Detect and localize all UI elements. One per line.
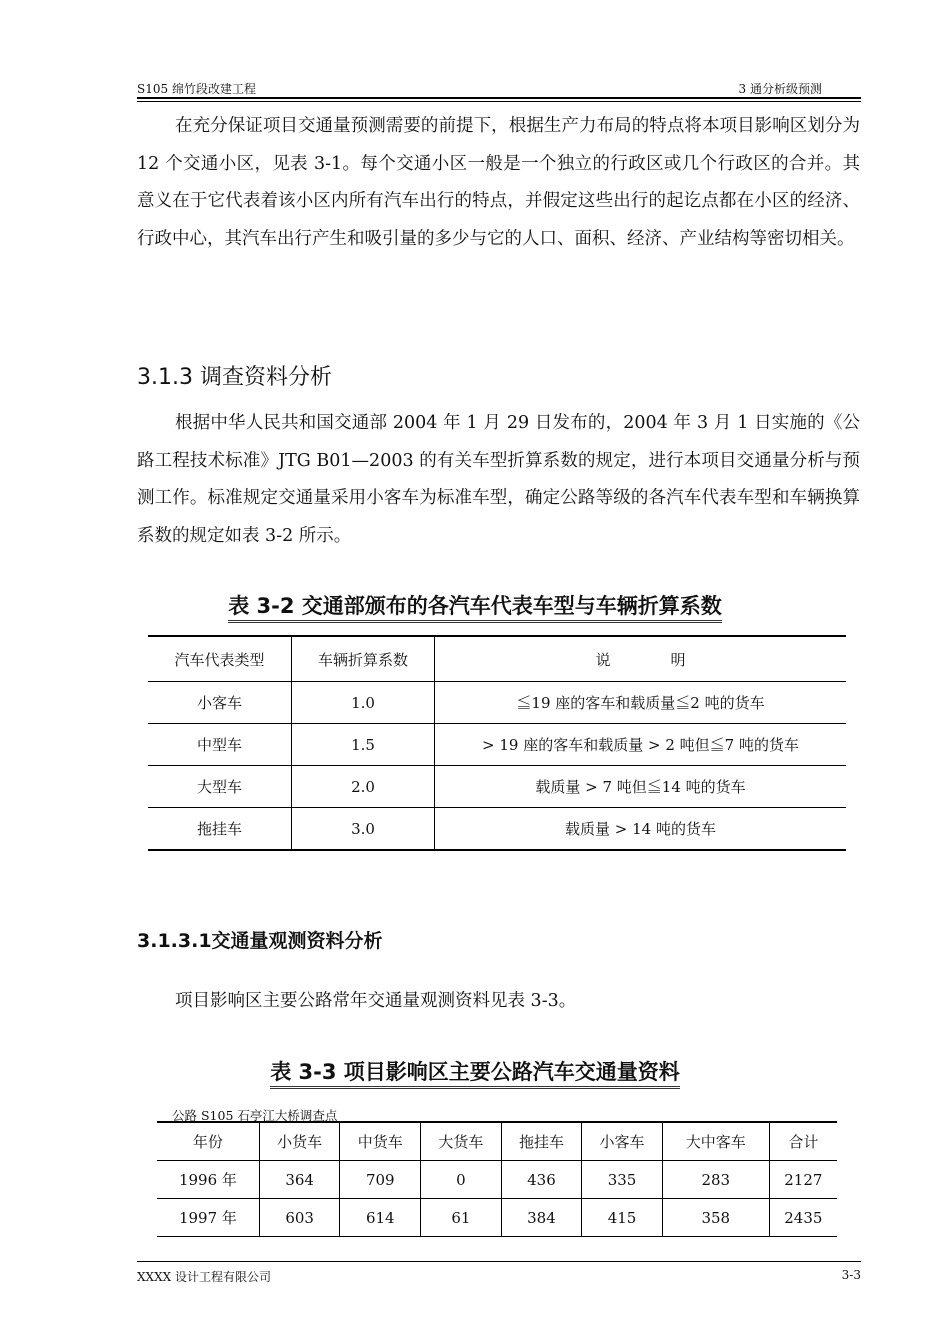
table-cell: 2435	[769, 1199, 837, 1237]
table-cell: 大型车	[148, 766, 292, 808]
table-cell: 415	[582, 1199, 663, 1237]
table-cell: 709	[340, 1161, 421, 1199]
table-3-2-caption-text: 表 3-2 交通部颁布的各汽车代表车型与车辆折算系数	[228, 594, 722, 623]
header-project-title: S105 绵竹段改建工程	[137, 82, 256, 96]
header-rule-thin	[137, 101, 861, 102]
table-header-cell: 合计	[769, 1122, 837, 1161]
table-cell: > 19 座的客车和载质量 > 2 吨但≦7 吨的货车	[435, 724, 847, 766]
table-cell: 283	[662, 1161, 769, 1199]
table-cell: 载质量 > 7 吨但≦14 吨的货车	[435, 766, 847, 808]
table-row	[157, 1199, 837, 1237]
table-header-cell: 汽车代表类型	[148, 636, 292, 682]
table-cell: 358	[662, 1199, 769, 1237]
paragraph-observation: 项目影响区主要公路常年交通量观测资料见表 3-3。	[175, 991, 577, 1011]
table-row	[148, 724, 846, 766]
table-cell: ≦19 座的客车和载质量≦2 吨的货车	[435, 682, 847, 724]
table-header-cell: 说 明	[435, 636, 847, 682]
footer-rule	[137, 1261, 861, 1262]
table-3-3	[157, 1121, 837, 1237]
table-row	[157, 1161, 837, 1199]
footer-company: XXXX 设计工程有限公司	[137, 1270, 271, 1284]
table-cell: 3.0	[292, 808, 435, 851]
table-cell: 1996 年	[157, 1161, 259, 1199]
table-header-cell: 年份	[157, 1122, 259, 1161]
table-cell: 小客车	[148, 682, 292, 724]
table-cell: 603	[259, 1199, 340, 1237]
table-row	[148, 808, 846, 851]
table-cell: 335	[582, 1161, 663, 1199]
table-row	[148, 682, 846, 724]
table-header-cell: 小客车	[582, 1122, 663, 1161]
table-3-3-caption	[0, 1056, 950, 1086]
header-rule	[137, 97, 861, 99]
table-header-cell: 大货车	[421, 1122, 502, 1161]
page-header	[137, 80, 860, 96]
table-cell: 614	[340, 1199, 421, 1237]
table-header-cell: 车辆折算系数	[292, 636, 435, 682]
paragraph-standard: 根据中华人民共和国交通部 2004 年 1 月 29 日发布的，2004 年 3 月 1 日实施的《公路工程技术标准》JTG B01—2003 的有关车型折算系数的规定，进行本项目交通量分析与预测工作。标准规定交通量采用小客车为标准车型，确定公路等级的各汽车代表车型和车辆换算系数的规定如表 3-2 所示。	[137, 413, 860, 546]
table-header-row	[157, 1122, 837, 1161]
table-cell: 1.5	[292, 724, 435, 766]
table-header-row	[148, 636, 846, 682]
table-row	[148, 766, 846, 808]
table-cell: 61	[421, 1199, 502, 1237]
table-cell: 1.0	[292, 682, 435, 724]
table-header-cell: 大中客车	[662, 1122, 769, 1161]
table-header-cell: 拖挂车	[501, 1122, 582, 1161]
table-cell: 436	[501, 1161, 582, 1199]
section-heading-3-1-3-1: 3.1.3.1交通量观测资料分析	[137, 930, 383, 952]
table-header-cell: 小货车	[259, 1122, 340, 1161]
table-cell: 1997 年	[157, 1199, 259, 1237]
table-cell: 载质量 > 14 吨的货车	[435, 808, 847, 851]
table-3-3-note: 公路 S105 石亭江大桥调查点	[172, 1108, 338, 1123]
table-cell: 384	[501, 1199, 582, 1237]
section-heading-3-1-3: 3.1.3 调查资料分析	[137, 365, 332, 390]
header-chapter-title: 3 通分析级预测	[738, 82, 822, 96]
footer-page-number: 3-3	[841, 1268, 861, 1282]
table-cell: 0	[421, 1161, 502, 1199]
paragraph-traffic-zones: 在充分保证项目交通量预测需要的前提下，根据生产力布局的特点将本项目影响区划分为 12 个交通小区，见表 3-1。每个交通小区一般是一个独立的行政区或几个行政区的合并。其意义在于它代表着该小区内所有汽车出行的特点，并假定这些出行的起讫点都在小区的经济、行政中心，其汽车出行产生和吸引量的多少与它的人口、面积、经济、产业结构等密切相关。	[137, 116, 860, 249]
table-cell: 拖挂车	[148, 808, 292, 851]
table-3-3-caption-text: 表 3-3 项目影响区主要公路汽车交通量资料	[270, 1060, 680, 1089]
table-3-2	[148, 635, 846, 851]
table-cell: 中型车	[148, 724, 292, 766]
table-header-cell: 中货车	[340, 1122, 421, 1161]
table-cell: 2127	[769, 1161, 837, 1199]
table-cell: 2.0	[292, 766, 435, 808]
table-cell: 364	[259, 1161, 340, 1199]
table-3-2-caption	[0, 590, 950, 620]
